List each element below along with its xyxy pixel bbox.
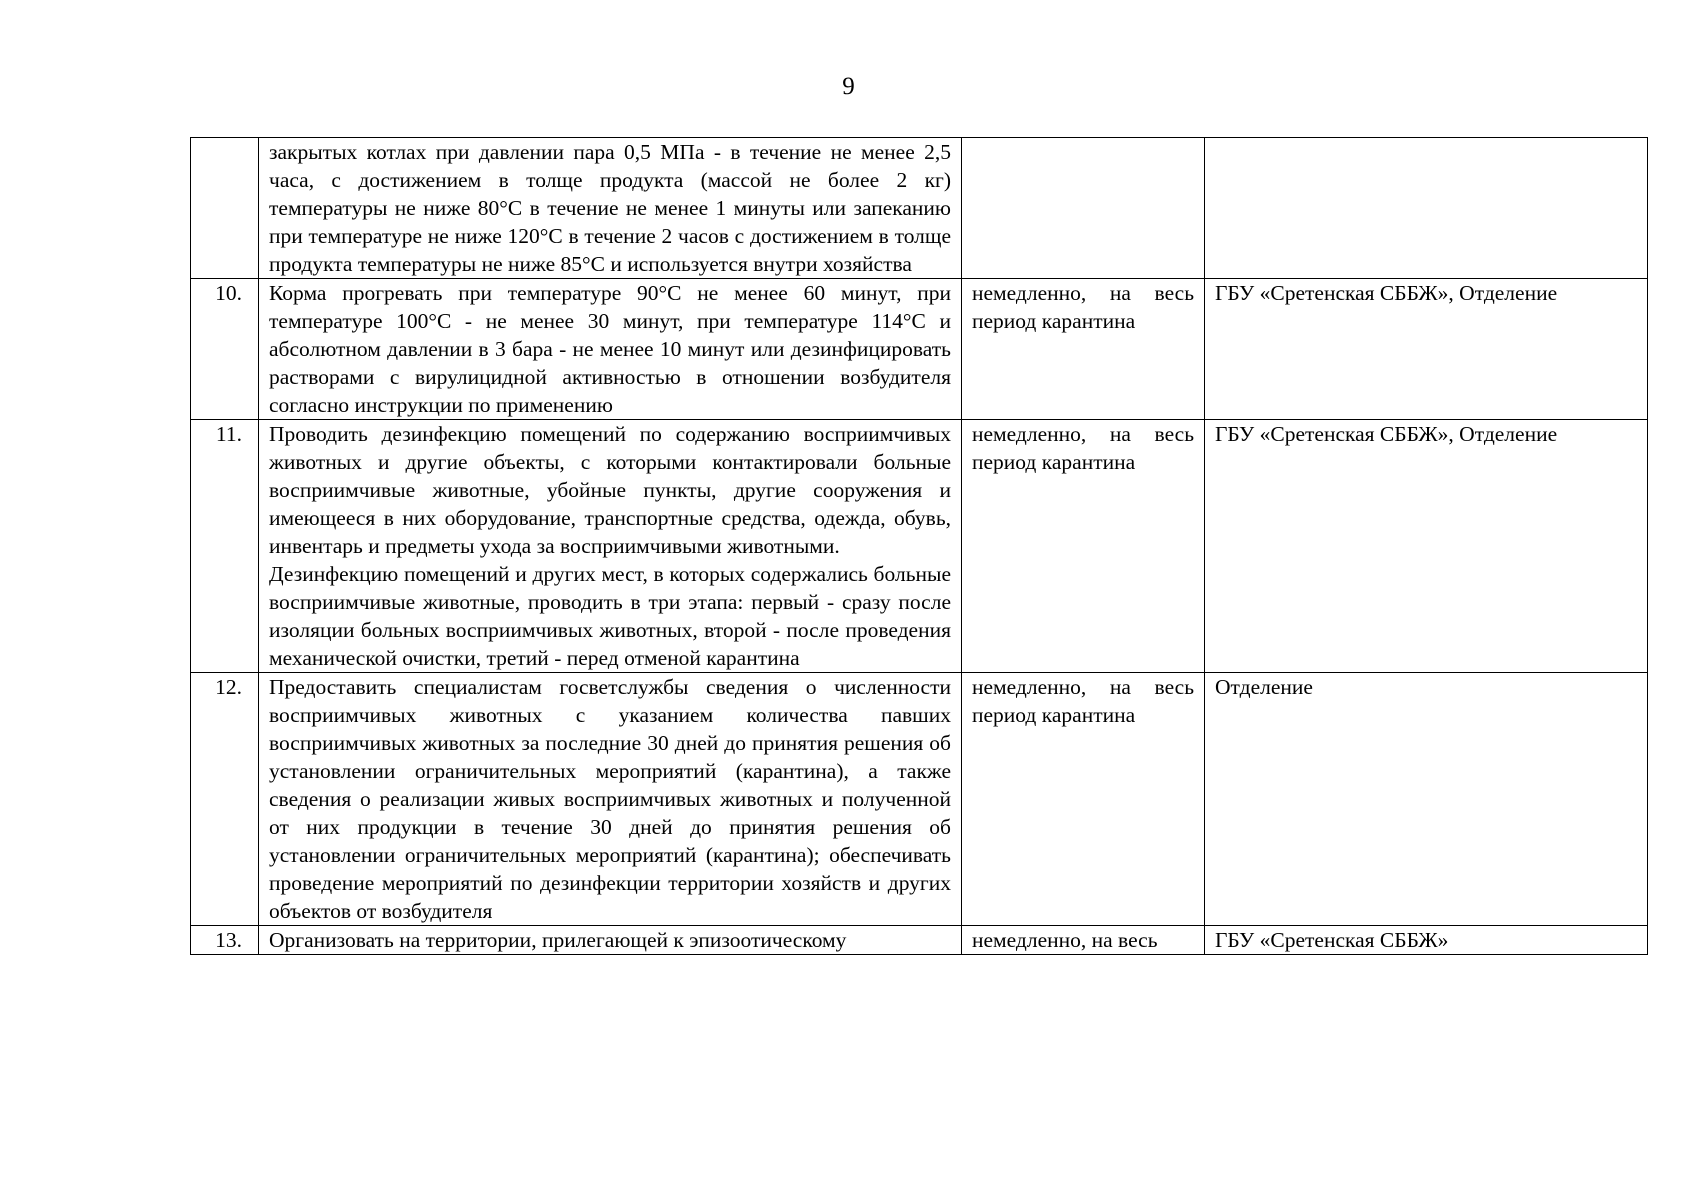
table-row	[191, 420, 1648, 673]
measure-responsible: ГБУ «Сретенская СББЖ»	[1205, 926, 1648, 955]
table-row	[191, 279, 1648, 420]
measure-text	[259, 420, 962, 673]
measures-table	[190, 137, 1648, 955]
table-row	[191, 926, 1648, 955]
page-number: 9	[842, 73, 855, 100]
measure-term: немедленно, на весь	[962, 926, 1205, 955]
measure-text	[259, 673, 962, 926]
table-row	[191, 673, 1648, 926]
measure-responsible: ГБУ «Сретенская СББЖ», Отделение	[1205, 279, 1648, 420]
row-number: 11.	[191, 420, 259, 673]
measure-term: немедленно, на весь период карантина	[962, 420, 1205, 673]
measure-term: немедленно, на весь период карантина	[962, 279, 1205, 420]
measure-term: немедленно, на весь период карантина	[962, 673, 1205, 926]
measure-paragraph: Проводить дезинфекцию помещений по содержанию восприимчивых животных и другие объекты, с которыми контактировали больные восприимчивые животные, убойные пункты, другие сооружения и имеющееся в них оборудование, транспортные средства, одежда, обувь, инвентарь и предметы ухода за восприимчивыми животными.	[269, 422, 951, 558]
row-number: 13.	[191, 926, 259, 955]
measure-responsible	[1205, 138, 1648, 279]
measure-paragraph: Предоставить специалистам госветслужбы сведения о численности восприимчивых животных с указанием количества павших восприимчивых животных за последние 30 дней до принятия решения об установлении ограничительных мероприятий (карантина), а также сведения о реализации живых восприимчивых животных и полученной от них продукции в течение 30 дней до принятия решения об установлении ограничительных мероприятий (карантина); обеспечивать проведение мероприятий по дезинфекции территории хозяйств и других объектов от возбудителя	[269, 675, 951, 923]
measure-text	[259, 926, 962, 955]
measure-text	[259, 138, 962, 279]
measure-paragraph: закрытых котлах при давлении пара 0,5 МПа - в течение не менее 2,5 часа, с достижением в толще продукта (массой не более 2 кг) температуры не ниже 80°С в течение не менее 1 минуты или запеканию при температуре не ниже 120°С в течение 2 часов с достижением в толще продукта температуры не ниже 85°С и используется внутри хозяйства	[269, 140, 951, 276]
row-number: 10.	[191, 279, 259, 420]
measure-paragraph: Дезинфекцию помещений и других мест, в которых содержались больные восприимчивые животные, проводить в три этапа: первый - сразу после изоляции больных восприимчивых животных, второй - после проведения механической очистки, третий - перед отменой карантина	[269, 562, 951, 670]
row-number	[191, 138, 259, 279]
measure-term	[962, 138, 1205, 279]
measure-responsible: Отделение	[1205, 673, 1648, 926]
measure-text	[259, 279, 962, 420]
table-row	[191, 138, 1648, 279]
measure-paragraph: Организовать на территории, прилегающей к эпизоотическому	[269, 928, 847, 952]
measure-paragraph: Корма прогревать при температуре 90°С не менее 60 минут, при температуре 100°С - не менее 30 минут, при температуре 114°С и абсолютном давлении в 3 бара - не менее 10 минут или дезинфицировать растворами с вирулицидной активностью в отношении возбудителя согласно инструкции по применению	[269, 281, 951, 417]
row-number: 12.	[191, 673, 259, 926]
measure-responsible: ГБУ «Сретенская СББЖ», Отделение	[1205, 420, 1648, 673]
